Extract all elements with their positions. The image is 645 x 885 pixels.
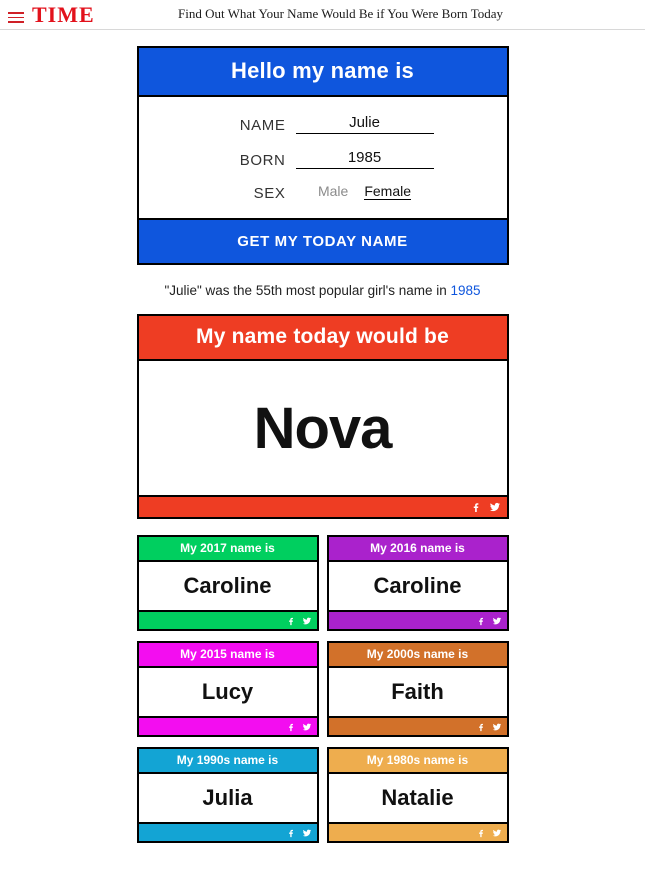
result-name: Nova [253,395,392,461]
mini-card [327,747,509,843]
born-row [139,148,507,169]
name-input[interactable] [296,113,434,134]
facebook-icon[interactable] [286,616,296,626]
result-card-body [139,359,507,497]
mini-card-title: My 2000s name is [329,643,507,666]
sex-option-male[interactable]: Male [317,183,349,199]
article-headline: Find Out What Your Name Would Be if You Were Born Today [177,6,503,21]
mini-card-name: Faith [391,679,444,704]
mini-card-body [139,772,317,824]
site-header [0,0,645,30]
mini-card-share-bar [329,718,507,735]
mini-card-title: My 2016 name is [329,537,507,560]
mini-card-title: My 2015 name is [139,643,317,666]
facebook-icon[interactable] [286,722,296,732]
form-card-title: Hello my name is [139,48,507,95]
mini-card [137,641,319,737]
page-content [0,30,645,843]
result-note-year: 1985 [450,283,481,298]
sex-label: SEX [253,185,286,202]
born-label: BORN [239,152,286,169]
mini-card [327,535,509,631]
name-tag-form [137,46,509,265]
sex-option-female[interactable]: Female [364,183,412,199]
facebook-icon[interactable] [476,616,486,626]
year-name-grid [137,535,509,843]
mini-card-body [329,772,507,824]
mini-card-name: Lucy [201,679,254,704]
mini-card-share-bar [139,612,317,629]
name-row [139,113,507,134]
get-my-today-name-button[interactable]: GET MY TODAY NAME [139,220,507,263]
form-card-body [139,95,507,220]
mini-card [137,747,319,843]
twitter-icon[interactable] [302,828,312,838]
result-note-text: "Julie" was the 55th most popular girl's name in [164,283,451,298]
facebook-icon[interactable] [286,828,296,838]
mini-card-share-bar [139,718,317,735]
twitter-icon[interactable] [492,722,502,732]
mini-card-share-bar [329,612,507,629]
name-label: NAME [239,117,286,134]
mini-card-title: My 2017 name is [139,537,317,560]
result-note [0,283,645,298]
sex-options [296,183,434,202]
mini-card-name: Julia [202,785,253,810]
facebook-icon[interactable] [476,828,486,838]
time-logo[interactable]: TIME [32,2,95,27]
result-card-title: My name today would be [139,316,507,359]
facebook-icon[interactable] [470,501,482,513]
twitter-icon[interactable] [302,722,312,732]
twitter-icon[interactable] [489,501,501,513]
name-tag-result [137,314,509,519]
mini-card [327,641,509,737]
mini-card-title: My 1980s name is [329,749,507,772]
mini-card-body [329,560,507,612]
mini-card-name: Caroline [373,573,462,598]
mini-card-body [139,560,317,612]
facebook-icon[interactable] [476,722,486,732]
twitter-icon[interactable] [492,616,502,626]
mini-card-body [329,666,507,718]
mini-card-share-bar [329,824,507,841]
sex-row [139,183,507,202]
twitter-icon[interactable] [492,828,502,838]
mini-card-share-bar [139,824,317,841]
mini-card-name: Caroline [183,573,272,598]
mini-card-title: My 1990s name is [139,749,317,772]
result-card-share-bar [139,497,507,517]
mini-card-body [139,666,317,718]
mini-card [137,535,319,631]
mini-card-name: Natalie [381,785,454,810]
twitter-icon[interactable] [302,616,312,626]
born-input[interactable] [296,148,434,169]
